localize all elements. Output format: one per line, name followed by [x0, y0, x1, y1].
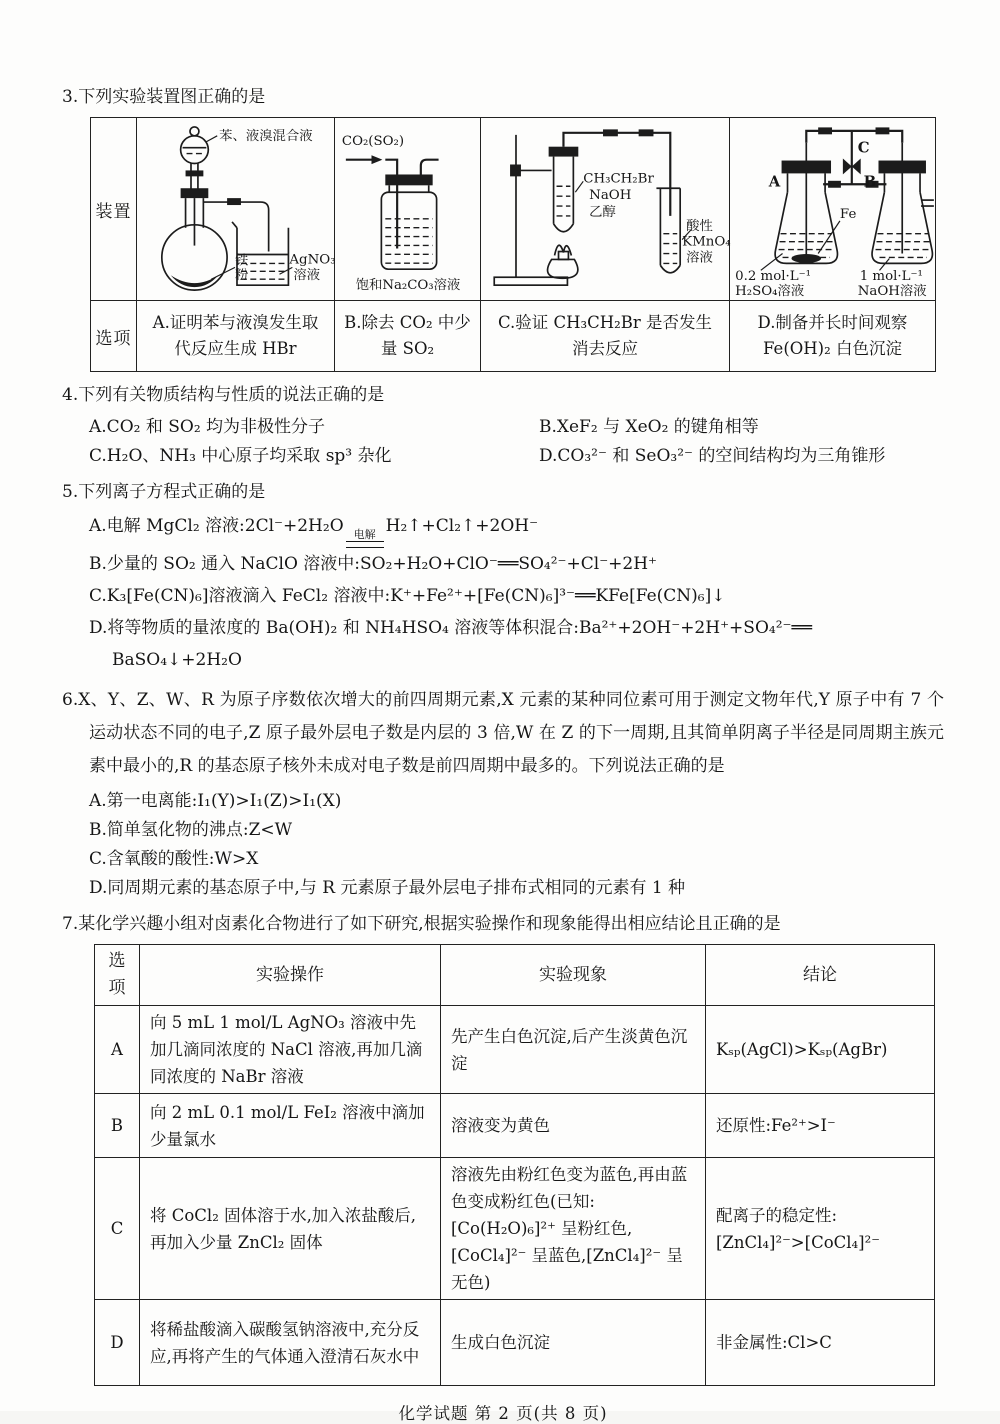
q7-row-d-operation: 将稀盐酸滴入碳酸氢钠溶液中,充分反应,再将产生的气体通入澄清石灰水中	[140, 1300, 441, 1386]
q4-option-a: A.CO₂ 和 SO₂ 均为非极性分子	[89, 417, 326, 437]
q4-options	[89, 413, 944, 471]
naoh-conc-label: 1 mol·L⁻¹	[859, 269, 923, 285]
q7-row-d-option: D	[95, 1300, 140, 1386]
kmno4-label-2: KMnO₄	[681, 234, 731, 250]
q7-row-b-operation: 向 2 mL 0.1 mol/L FeI₂ 溶液中滴加少量氯水	[140, 1094, 441, 1158]
q7-row-a-option: A	[95, 1006, 140, 1094]
q7-header-phenomenon: 实验现象	[441, 945, 706, 1006]
q4-stem: 4.下列有关物质结构与性质的说法正确的是	[62, 385, 385, 405]
reagent-label-2: NaOH	[588, 188, 631, 204]
valve-icon	[842, 159, 851, 175]
table-row	[95, 1094, 935, 1158]
page-footer: 化学试题 第 2 页(共 8 页)	[398, 1404, 608, 1423]
q7-row-a-operation: 向 5 mL 1 mol/L AgNO₃ 溶液中先加几滴同浓度的 NaCl 溶液,再加几滴同浓度的 NaBr 溶液	[140, 1006, 441, 1094]
q3-apparatus-table	[90, 117, 936, 372]
kmno4-label-3: 溶液	[685, 250, 713, 266]
q5-option-d-line1: D.将等物质的量浓度的 Ba(OH)₂ 和 NH₄HSO₄ 溶液等体积混合:Ba²⁺+2OH⁻+2H⁺+SO₄²⁻══	[89, 618, 812, 638]
q6-stem: 6.X、Y、Z、W、R 为原子序数依次增大的前四周期元素,X 元素的某种同位素可用于测定文物年代,Y 原子中有 7 个运动状态不同的电子,Z 原子最外层电子数是内层的 3 倍,W 在 Z 的下一周期,且其简单阴离子半径是同周期主族元素中最小的,R 的基态原子核外未成对电子数是前四周期中最多的。下列说法正确的是	[62, 690, 944, 776]
q7-row-a-conclusion: Kₛₚ(AgCl)>Kₛₚ(AgBr)	[706, 1006, 935, 1094]
q7-row-c-operation: 将 CoCl₂ 固体溶于水,加入浓盐酸后,再加入少量 ZnCl₂ 固体	[140, 1158, 441, 1300]
q3-option-b: B.除去 CO₂ 中少量 SO₂	[335, 301, 481, 372]
q7-row-b-conclusion: 还原性:Fe²⁺>I⁻	[706, 1094, 935, 1158]
q6-option-c: C.含氧酸的酸性:W>X	[89, 849, 259, 869]
bottle-stopper	[385, 174, 432, 185]
outlet-tube	[420, 160, 438, 175]
fe-label: Fe	[839, 206, 856, 222]
q7-header-row	[95, 945, 935, 1006]
gas-inlet-label: CO₂(SO₂)	[341, 133, 404, 149]
q5-a-right: H₂↑+Cl₂↑+2OH⁻	[385, 516, 539, 536]
q6-option-b: B.简单氢化物的沸点:Z<W	[89, 820, 293, 840]
reagent-label-1: CH₃CH₂Br	[582, 171, 654, 187]
iron-label-2: 粉	[234, 268, 248, 284]
q7-header-option: 选项	[95, 945, 140, 1006]
apparatus-d-diagram	[731, 119, 935, 299]
na2co3-solution-label: 饱和Na₂CO₃溶液	[355, 277, 460, 293]
q5-option-b: B.少量的 SO₂ 通入 NaClO 溶液中:SO₂+H₂O+ClO⁻══SO₄²⁻+Cl⁻+2H⁺	[89, 554, 658, 574]
flask-a-letter: A	[768, 173, 780, 191]
q7-row-c-phenomenon: 溶液先由粉红色变为蓝色,再由蓝色变成粉红色(已知:[Co(H₂O)₆]²⁺ 呈粉红色,[CoCl₄]²⁻ 呈蓝色,[ZnCl₄]²⁻ 呈无色)	[441, 1158, 706, 1300]
tube-connector	[227, 198, 241, 205]
agno3-solution-label: 溶液	[292, 268, 320, 284]
q3-device-row	[91, 118, 936, 301]
naoh-solution-label: NaOH溶液	[857, 284, 927, 300]
wash-bottle	[381, 192, 436, 269]
q3-apparatus-c-cell	[481, 118, 730, 301]
q6-option-d: D.同周期元素的基态原子中,与 R 元素原子最外层电子排布式相同的元素有 1 种	[89, 878, 686, 898]
q7-stem: 7.某化学兴趣小组对卤素化合物进行了如下研究,根据实验操作和现象能得出相应结论且正确的是	[62, 914, 781, 934]
electrolysis-condition-label: 电解	[353, 528, 376, 541]
question-4	[62, 382, 944, 471]
test-tube-stopper	[548, 147, 578, 157]
electrolysis-over-equals	[346, 529, 384, 548]
q5-a-left: A.电解 MgCl₂ 溶液:2Cl⁻+2H₂O	[89, 516, 344, 536]
q3-option-a: A.证明苯与液溴发生取代反应生成 HBr	[137, 301, 335, 372]
alcohol-lamp	[547, 259, 577, 278]
q7-row-d-phenomenon: 生成白色沉淀	[441, 1300, 706, 1386]
q7-experiment-table	[94, 944, 935, 1386]
q4-option-d: D.CO₃²⁻ 和 SeO₃²⁻ 的空间结构均为三角锥形	[539, 446, 886, 466]
question-6	[62, 684, 944, 903]
q3-apparatus-d-cell	[730, 118, 936, 301]
q7-row-d-conclusion: 非金属性:Cl>C	[706, 1300, 935, 1386]
valve-letter: C	[857, 139, 870, 157]
q5-option-c: C.K₃[Fe(CN)₆]溶液滴入 FeCl₂ 溶液中:K⁺+Fe²⁺+[Fe(CN)₆]³⁻══KFe[Fe(CN)₆]↓	[89, 586, 726, 606]
apparatus-b-diagram	[336, 119, 480, 299]
table-row	[95, 1300, 935, 1386]
apparatus-a-diagram	[138, 119, 334, 299]
q7-row-c-conclusion	[706, 1158, 935, 1300]
table-row	[95, 1006, 935, 1094]
agno3-label: AgNO₃	[288, 252, 336, 268]
flask-b-letter: B	[863, 173, 876, 191]
table-row	[95, 1158, 935, 1300]
reagent-label-3: 乙醇	[588, 204, 616, 220]
q3-stem: 3.下列实验装置图正确的是	[62, 87, 266, 107]
q5-stem: 5.下列离子方程式正确的是	[62, 482, 266, 502]
q7-row-c-conclusion-line1: 配离子的稳定性:	[716, 1205, 838, 1225]
funnel-label: 苯、液溴混合液	[218, 128, 313, 144]
q3-apparatus-b-cell	[335, 118, 481, 301]
question-5	[62, 479, 944, 676]
q3-option-row	[91, 301, 936, 372]
q7-row-c-option: C	[95, 1158, 140, 1300]
q3-device-header: 装置	[91, 118, 137, 301]
stopcock	[185, 170, 203, 176]
iron-in-flask	[791, 254, 821, 263]
test-tube	[553, 224, 573, 232]
q4-option-b: B.XeF₂ 与 XeO₂ 的键角相等	[539, 417, 759, 437]
flow-arrow-icon	[371, 155, 382, 164]
q5-option-a	[89, 510, 944, 548]
question-3	[62, 84, 944, 372]
q7-header-operation: 实验操作	[140, 945, 441, 1006]
q4-option-c: C.H₂O、NH₃ 中心原子均采取 sp³ 杂化	[89, 446, 392, 466]
tube-connector-2	[638, 129, 653, 136]
q3-option-d: D.制备并长时间观察 Fe(OH)₂ 白色沉淀	[730, 301, 936, 372]
double-bond-line	[346, 541, 384, 548]
h2so4-solution-label: H₂SO₄溶液	[734, 284, 804, 300]
q7-row-b-phenomenon: 溶液变为黄色	[441, 1094, 706, 1158]
tube-connector	[603, 129, 618, 136]
collecting-tube	[660, 265, 680, 272]
dropping-funnel-bulb	[180, 136, 208, 164]
h2so4-conc-label: 0.2 mol·L⁻¹	[734, 269, 811, 285]
q6-option-a: A.第一电离能:I₁(Y)>I₁(Z)>I₁(X)	[89, 791, 342, 811]
inlet-tube	[385, 160, 397, 249]
question-7	[62, 911, 944, 1386]
funnel-stopper	[190, 127, 199, 136]
apparatus-c-diagram	[482, 119, 729, 299]
q5-option-d-line2: BaSO₄↓+2H₂O	[112, 650, 242, 670]
q3-option-c: C.验证 CH₃CH₂Br 是否发生消去反应	[481, 301, 730, 372]
kmno4-label-1: 酸性	[685, 218, 713, 234]
clamp-knob	[510, 164, 521, 176]
q7-row-a-phenomenon: 先产生白色沉淀,后产生淡黄色沉淀	[441, 1006, 706, 1094]
q3-option-header: 选项	[91, 301, 137, 372]
iron-label-1: 铁	[234, 253, 248, 269]
q7-header-conclusion: 结论	[706, 945, 935, 1006]
flask-stopper	[180, 188, 208, 198]
q7-row-b-option: B	[95, 1094, 140, 1158]
q3-apparatus-a-cell	[137, 118, 335, 301]
q7-row-c-conclusion-line2: [ZnCl₄]²⁻>[CoCl₄]²⁻	[716, 1232, 880, 1252]
